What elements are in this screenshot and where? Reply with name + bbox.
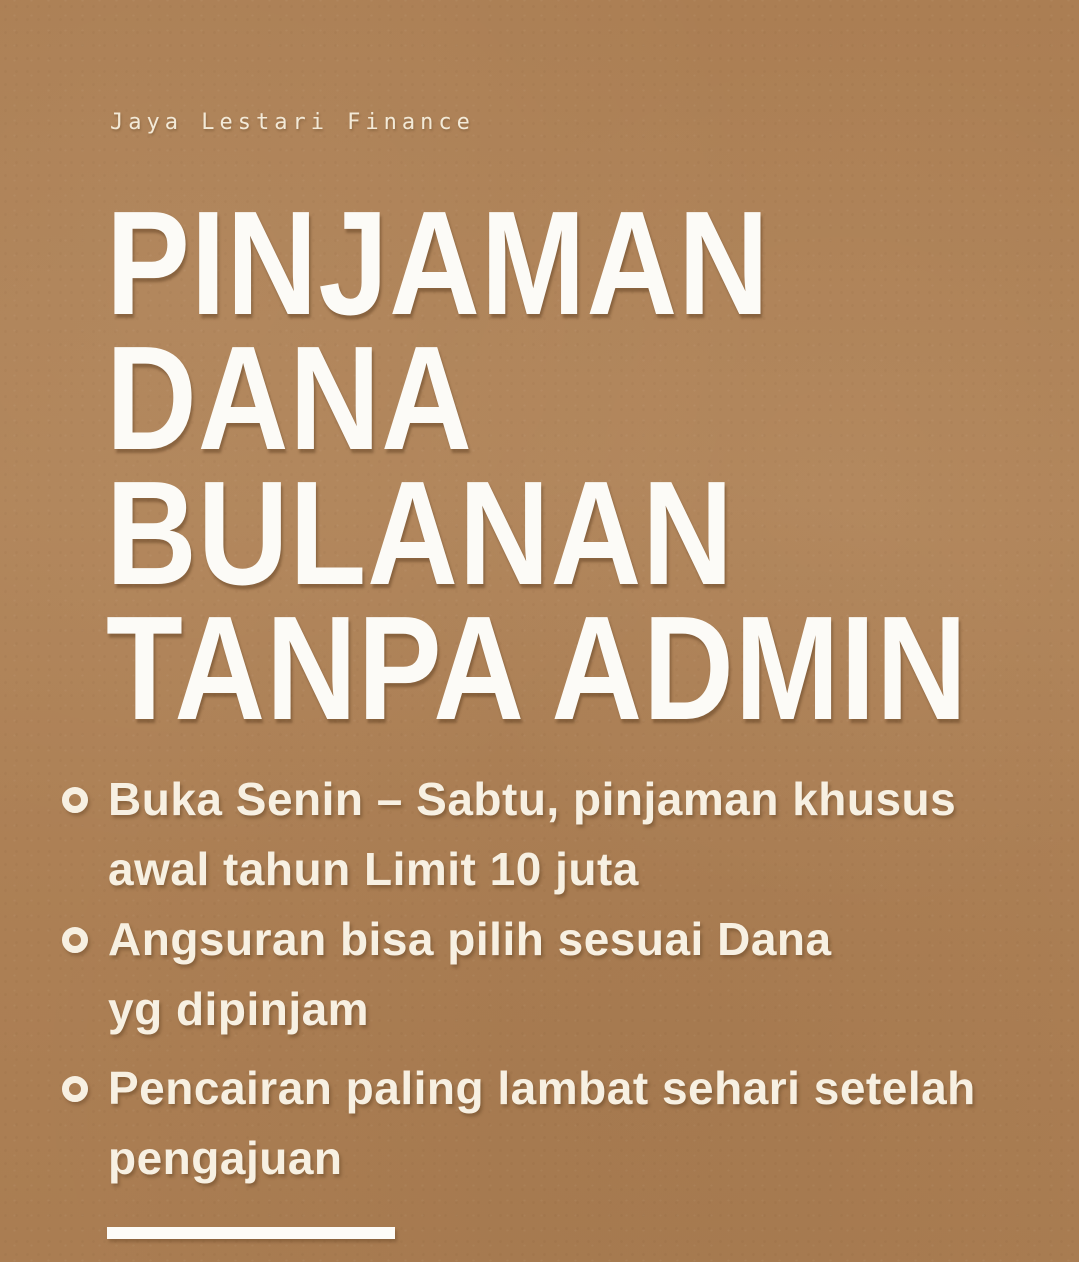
- ring-bullet-icon: [62, 927, 88, 953]
- bullet-text: [108, 904, 1022, 1044]
- bullet-text: [108, 764, 1022, 904]
- headline-line-1: PINJAMAN: [106, 181, 770, 346]
- bullet-text: [108, 1053, 1022, 1193]
- headline-line-3: BULANAN: [106, 451, 734, 616]
- bullet-item-installments: [62, 904, 1022, 1044]
- bullet-line: awal tahun Limit 10 juta: [108, 843, 639, 895]
- headline-line-4: TANPA ADMIN: [106, 586, 968, 751]
- ring-bullet-icon: [62, 787, 88, 813]
- bullet-line: yg dipinjam: [108, 983, 370, 1035]
- ring-bullet-icon: [62, 1076, 88, 1102]
- bullet-item-opening-hours: [62, 764, 1022, 904]
- bullet-list: [62, 764, 1022, 1193]
- headline-line-2: DANA: [106, 316, 473, 481]
- brand-text: Jaya Lestari Finance: [110, 110, 475, 135]
- bullet-line: Buka Senin – Sabtu, pinjaman khusus: [108, 773, 957, 825]
- bullet-item-disbursement: [62, 1053, 1022, 1193]
- bullet-line: pengajuan: [108, 1132, 343, 1184]
- bullet-line: Pencairan paling lambat sehari setelah: [108, 1062, 976, 1114]
- headline: [106, 181, 1079, 751]
- divider-line: [107, 1227, 395, 1239]
- bullet-line: Angsuran bisa pilih sesuai Dana: [108, 913, 832, 965]
